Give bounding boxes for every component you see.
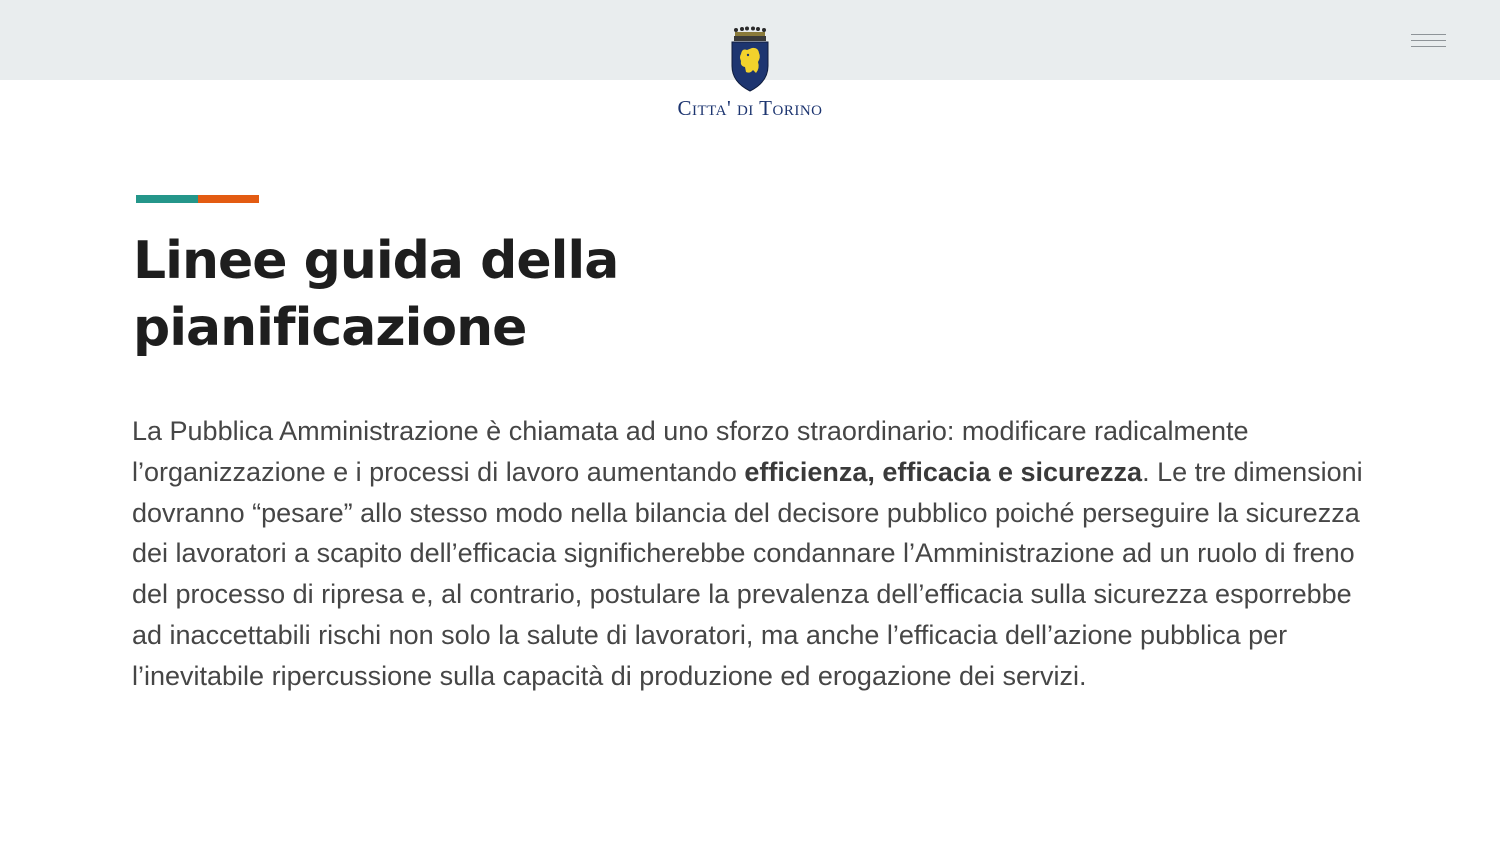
paragraph-text-1: La Pubblica Amministrazione è chiamata ad uno sforzo straordinario: modificare radicalmente l’organizzazione e i processi di lavoro aumentando	[132, 416, 1249, 487]
page-title-line1: Linee guida della	[133, 231, 619, 291]
page-title-line2: pianificazione	[133, 298, 527, 358]
city-logo[interactable]	[650, 26, 850, 126]
hamburger-menu-line	[1411, 40, 1446, 41]
paragraph-text-2: . Le tre dimensioni dovranno “pesare” allo stesso modo nella bilancia del decisore pubblico poiché perseguire la sicurezza dei lavoratori a scapito dell’efficacia significherebbe condannare l’Amministrazione ad un ruolo di freno del processo di ripresa e, al contrario, postulare la prevalenza dell’efficacia sulla sicurezza esporrebbe ad inaccettabili rischi non solo la salute di lavoratori, ma anche l’efficacia dell’azione pubblica per l’inevitabile ripercussione sulla capacità di produzione ed erogazione dei servizi.	[132, 456, 1363, 691]
paragraph-bold-text: efficienza, efficacia e sicurezza	[744, 456, 1143, 487]
page-title	[133, 228, 833, 362]
intro-paragraph	[132, 411, 1372, 697]
accent-teal	[136, 195, 198, 203]
hamburger-menu-line	[1411, 46, 1446, 47]
title-accent-bar	[136, 195, 259, 203]
torino-crest-icon	[728, 26, 772, 92]
accent-orange	[198, 195, 259, 203]
city-name-text: Citta' di Torino	[677, 96, 823, 120]
hamburger-menu-icon	[1411, 34, 1446, 35]
hamburger-menu-button[interactable]	[1404, 26, 1452, 56]
